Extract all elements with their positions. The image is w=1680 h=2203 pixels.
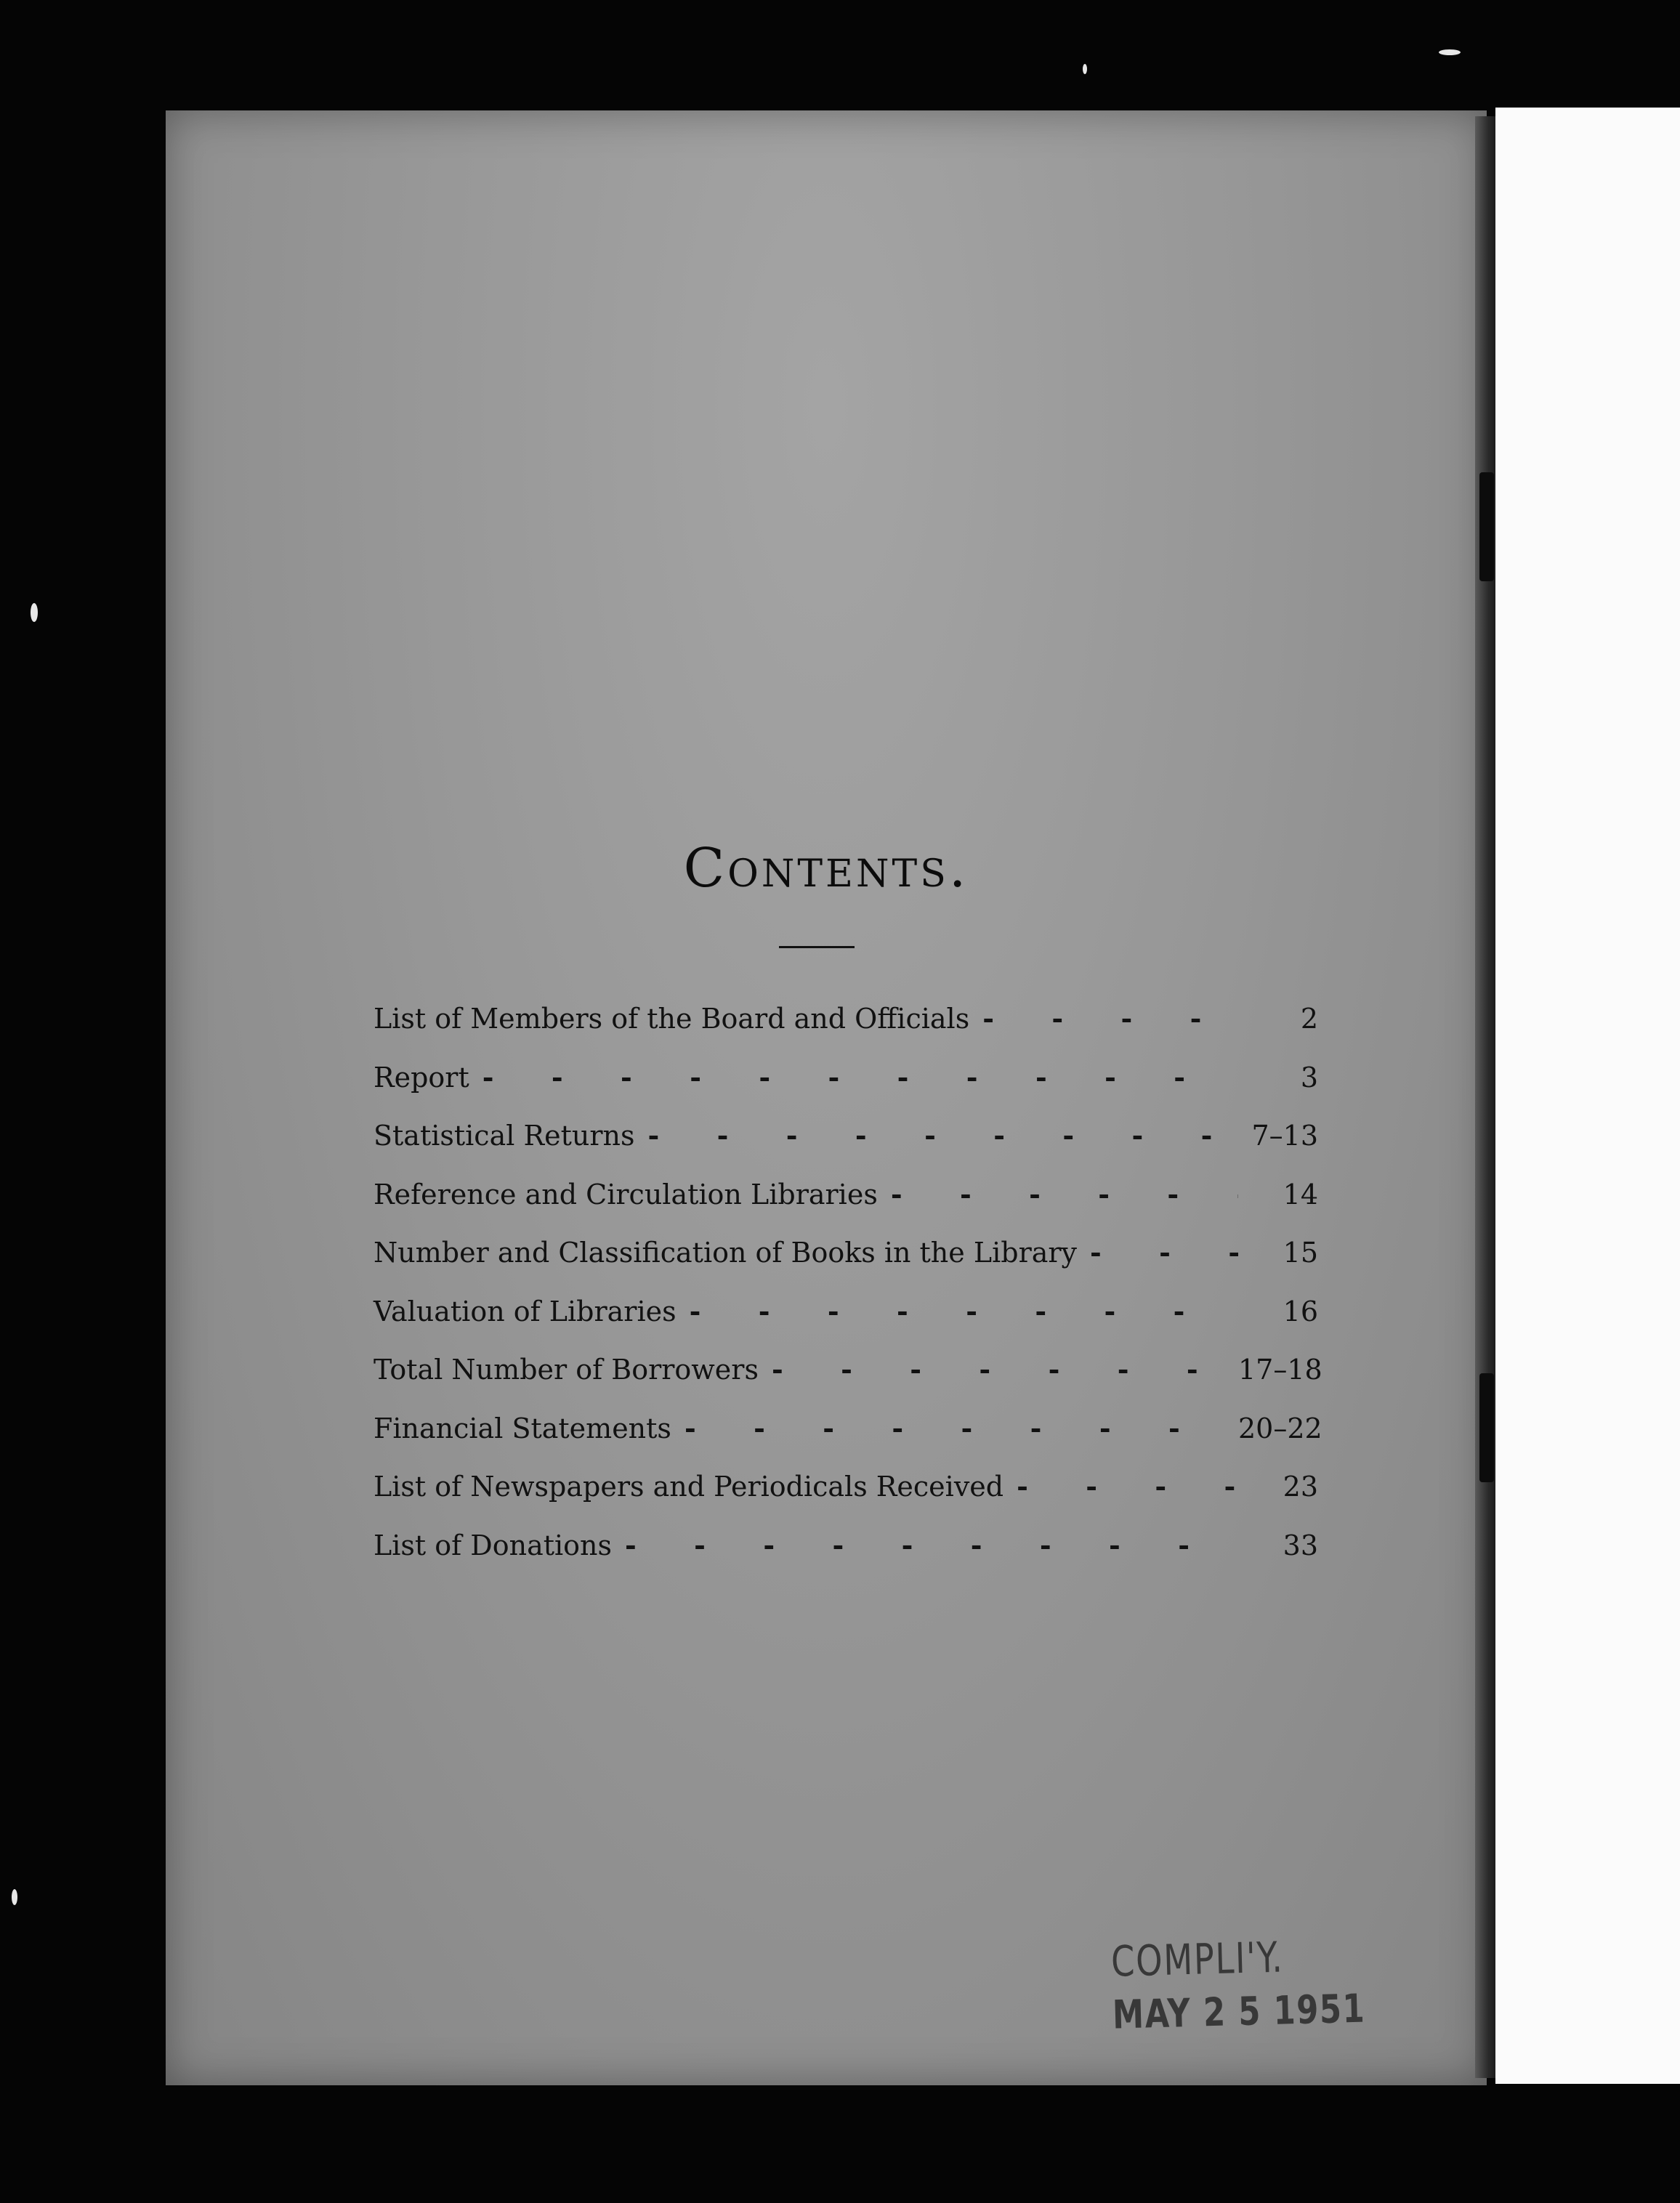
toc-entry-title: Reference and Circulation Libraries (373, 1178, 878, 1210)
toc-entry-page: 33 (1283, 1529, 1318, 1561)
toc-entry-title: List of Newspapers and Periodicals Received (373, 1471, 1004, 1503)
dot-leader (1090, 1224, 1238, 1282)
toc-entry-page: 3 (1300, 1061, 1318, 1094)
stamp-text: COMPLI'Y. (1110, 1932, 1285, 1986)
table-of-contents (373, 990, 1322, 1575)
dot-leader (647, 1107, 1238, 1165)
toc-entry (373, 1399, 1322, 1458)
staple (1479, 1373, 1494, 1482)
scan-speck (31, 603, 38, 622)
dot-leader (982, 990, 1238, 1048)
toc-entry-page: 20–22 (1238, 1412, 1322, 1444)
document-page (166, 110, 1487, 2085)
dot-leader (684, 1399, 1238, 1458)
toc-entry-title: List of Members of the Board and Officials (373, 1003, 970, 1035)
toc-entry (373, 1048, 1318, 1107)
stamp-date: MAY 2 5 1951 (1112, 1985, 1367, 2038)
toc-entry-page: 14 (1283, 1178, 1318, 1210)
dot-leader (482, 1048, 1238, 1107)
scan-speck (12, 1889, 17, 1905)
toc-entry-page: 17–18 (1238, 1354, 1322, 1386)
toc-entry-page: 2 (1300, 1003, 1318, 1035)
toc-entry-title: List of Donations (373, 1529, 613, 1561)
page-title: Contents. (683, 837, 969, 900)
toc-entry-page: 7–13 (1251, 1120, 1318, 1152)
binding-spine (1475, 116, 1497, 2078)
toc-entry-title: Number and Classification of Books in the Library (373, 1237, 1078, 1269)
toc-entry (373, 1224, 1318, 1282)
toc-entry-title: Statistical Returns (373, 1120, 635, 1152)
toc-entry (373, 1341, 1322, 1399)
toc-entry (373, 1165, 1318, 1224)
staple (1479, 472, 1494, 581)
title-rule (779, 946, 855, 948)
scan-speck (1439, 49, 1461, 55)
toc-entry (373, 990, 1318, 1048)
toc-entry-page: 23 (1283, 1471, 1318, 1503)
scan-speck (1083, 64, 1087, 74)
toc-entry (373, 1107, 1318, 1165)
facing-blank-page (1495, 108, 1680, 2084)
toc-entry-page: 15 (1283, 1237, 1318, 1269)
toc-entry (373, 1458, 1318, 1516)
dot-leader (772, 1341, 1238, 1399)
toc-entry-title: Valuation of Libraries (373, 1295, 677, 1327)
toc-entry-title: Total Number of Borrowers (373, 1354, 759, 1386)
dot-leader (625, 1516, 1238, 1575)
toc-entry (373, 1516, 1318, 1575)
toc-entry-title: Financial Statements (373, 1412, 671, 1444)
toc-entry-title: Report (373, 1061, 469, 1094)
toc-entry-page: 16 (1283, 1295, 1318, 1327)
date-stamp (1110, 1928, 1429, 2037)
dot-leader (1017, 1458, 1238, 1516)
dot-leader (690, 1282, 1238, 1341)
toc-entry (373, 1282, 1318, 1341)
dot-leader (891, 1165, 1238, 1224)
